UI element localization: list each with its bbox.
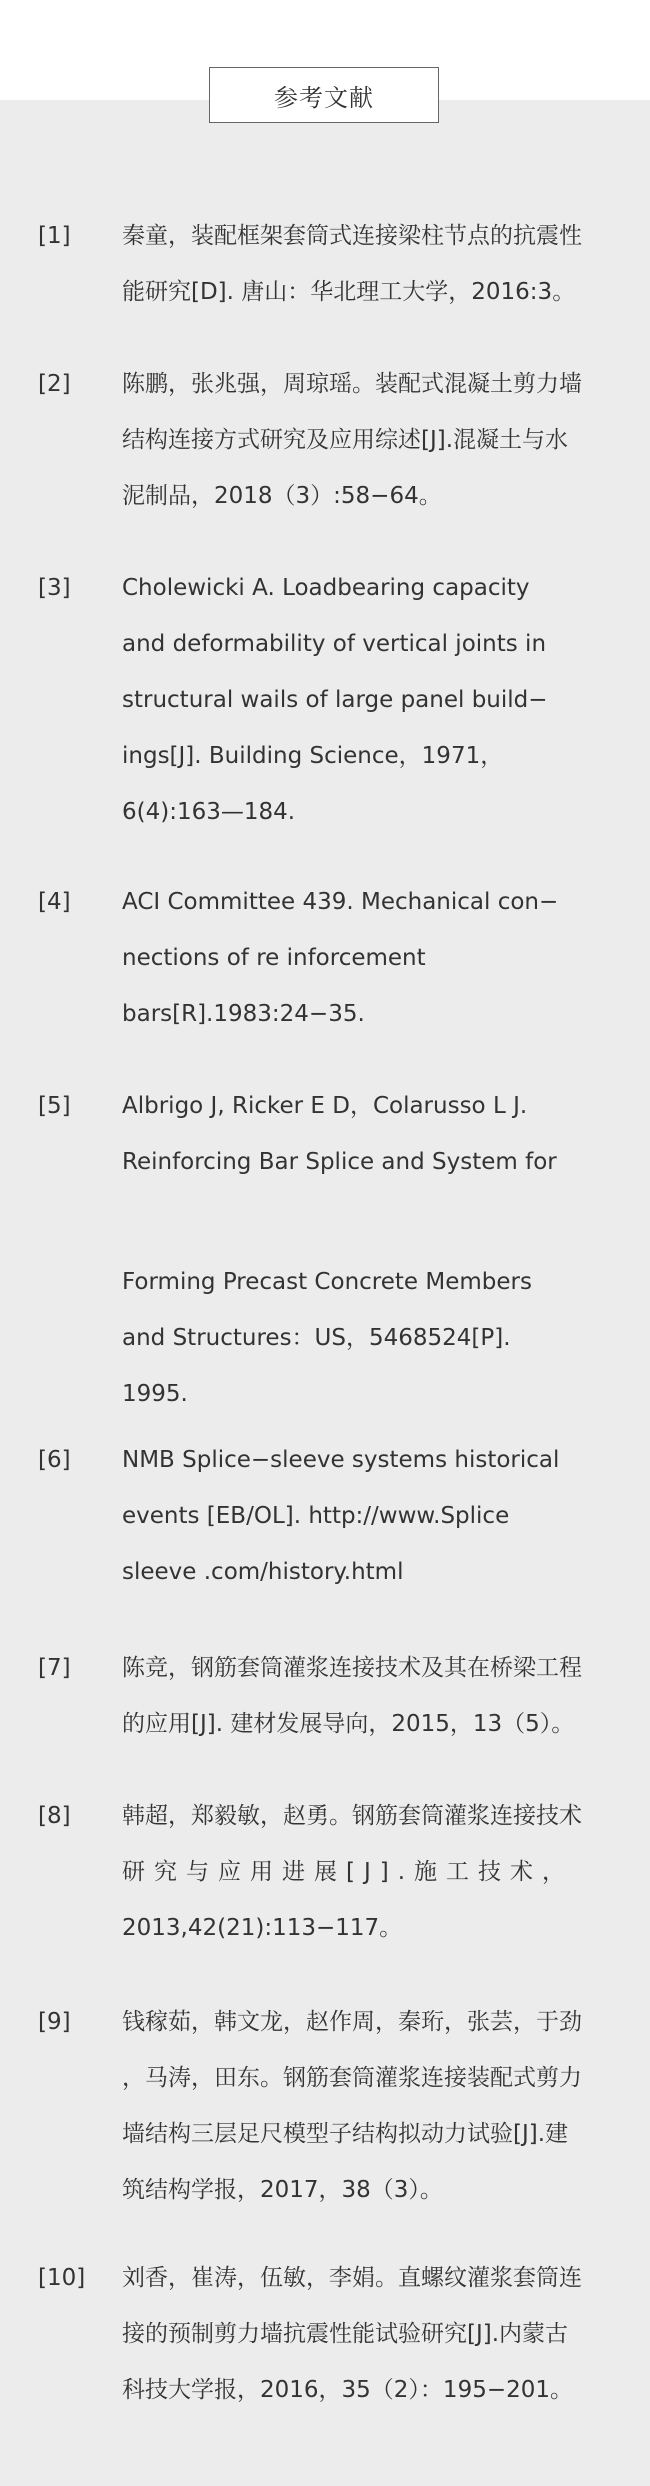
reference-line: bars[R].1983:24−35.: [122, 1001, 365, 1027]
reference-line: 2013,42(21):113−117。: [122, 1915, 403, 1941]
reference-text: [122, 1078, 618, 1422]
reference-number: [3]: [38, 575, 71, 601]
reference-number: [7]: [38, 1655, 71, 1681]
reference-text: [122, 1788, 618, 1956]
reference-text: [122, 356, 618, 524]
reference-line: Albrigo J, Ricker E D，Colarusso L J.: [122, 1093, 528, 1119]
reference-number: [9]: [38, 2009, 71, 2035]
reference-number: [10]: [38, 2265, 86, 2291]
reference-line: ，马涛，田东。钢筋套筒灌浆连接装配式剪力: [122, 2065, 582, 2091]
reference-line-blank: [122, 1190, 618, 1254]
reference-line: 的应用[J]. 建材发展导向，2015，13（5）。: [122, 1711, 575, 1737]
reference-line: ings[J]. Building Science，1971，: [122, 743, 504, 769]
reference-line: 泥制品，2018（3）:58−64。: [122, 483, 442, 509]
reference-line: and Structures：US，5468524[P].: [122, 1325, 511, 1351]
reference-text: [122, 1994, 618, 2218]
reference-text: [122, 1432, 618, 1600]
reference-line: Reinforcing Bar Splice and System for: [122, 1149, 557, 1175]
reference-line: 能研究[D]. 唐山：华北理工大学，2016:3。: [122, 279, 576, 305]
reference-line: events [EB/OL]. http://www.Splice: [122, 1503, 510, 1529]
reference-line: sleeve .com/history.html: [122, 1559, 404, 1585]
page-title: 参考文献: [209, 67, 439, 123]
reference-line: and deformability of vertical joints in: [122, 631, 547, 657]
reference-line: 陈竞，钢筋套筒灌浆连接技术及其在桥梁工程: [122, 1655, 582, 1681]
reference-line: Cholewicki A. Loadbearing capacity: [122, 575, 530, 601]
reference-line: 刘香，崔涛，伍敏，李娟。直螺纹灌浆套筒连: [122, 2265, 582, 2291]
reference-line: ACI Committee 439. Mechanical con−: [122, 889, 559, 915]
reference-line: 韩超，郑毅敏，赵勇。钢筋套筒灌浆连接技术: [122, 1803, 582, 1829]
reference-line: 筑结构学报，2017，38（3）。: [122, 2177, 443, 2203]
reference-number: [8]: [38, 1803, 71, 1829]
reference-line: 钱稼茹，韩文龙，赵作周，秦珩，张芸，于劲: [122, 2009, 582, 2035]
reference-line: Forming Precast Concrete Members: [122, 1269, 532, 1295]
reference-text: [122, 1640, 618, 1752]
reference-line: nections of re inforcement: [122, 945, 426, 971]
reference-line: 结构连接方式研究及应用综述[J].混凝土与水: [122, 427, 569, 453]
reference-line: 研究与应用进展[J].施工技术，: [122, 1859, 575, 1885]
reference-number: [2]: [38, 371, 71, 397]
reference-text: [122, 560, 618, 840]
reference-line: 6(4):163—184.: [122, 799, 296, 825]
reference-number: [5]: [38, 1093, 71, 1119]
reference-number: [1]: [38, 223, 71, 249]
reference-text: [122, 208, 618, 320]
reference-text: [122, 2250, 618, 2418]
reference-line: 秦童，装配框架套筒式连接梁柱节点的抗震性: [122, 223, 582, 249]
reference-line: 科技大学报，2016，35（2）：195−201。: [122, 2377, 574, 2403]
reference-line: structural wails of large panel build−: [122, 687, 548, 713]
reference-text: [122, 874, 618, 1042]
reference-line: 1995.: [122, 1381, 188, 1407]
reference-line: 墙结构三层足尺模型子结构拟动力试验[J].建: [122, 2121, 569, 2147]
reference-line: 陈鹏，张兆强，周琼瑶。装配式混凝土剪力墙: [122, 371, 582, 397]
reference-number: [6]: [38, 1447, 71, 1473]
reference-number: [4]: [38, 889, 71, 915]
reference-line: 接的预制剪力墙抗震性能试验研究[J].内蒙古: [122, 2321, 569, 2347]
reference-line: NMB Splice−sleeve systems historical: [122, 1447, 560, 1473]
